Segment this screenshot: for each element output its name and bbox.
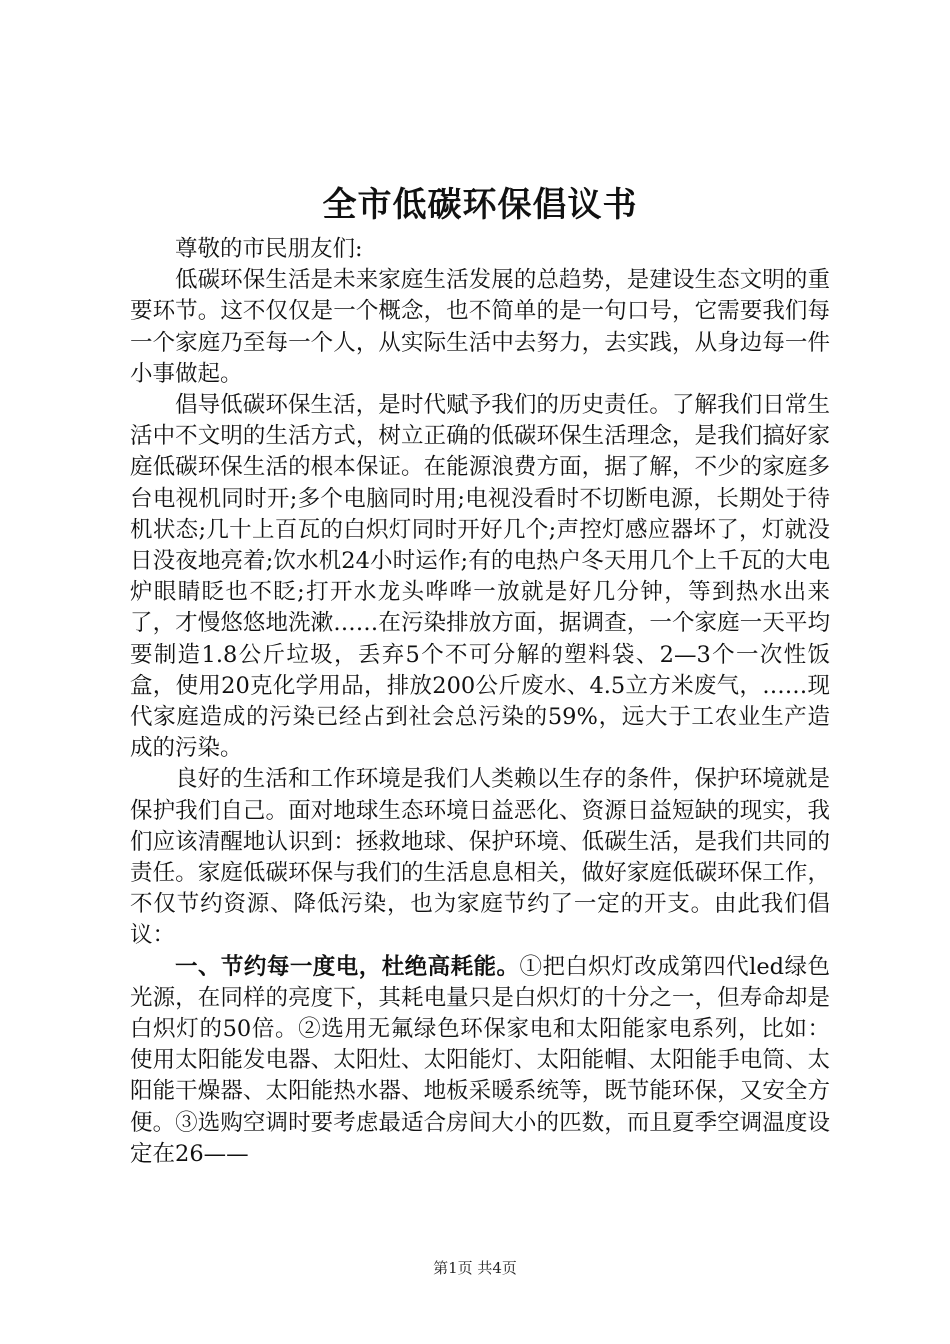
paragraph-intro: 低碳环保生活是未来家庭生活发展的总趋势，是建设生态文明的重要环节。这不仅仅是一个概念，也不简单的是一句口号，它需要我们每一个家庭乃至每一个人，从实际生活中去努力，去实践，从身边每一件小事做起。	[130, 267, 830, 387]
page-number-footer: 第1页 共4页	[433, 1259, 517, 1277]
proposal-item-1-heading: 一、节约每一度电，杜绝高耗能。	[175, 953, 520, 980]
document-page	[130, 180, 830, 1170]
proposal-item-1	[130, 952, 830, 1170]
document-title: 全市低碳环保倡议书	[322, 185, 638, 225]
paragraph-environment: 良好的生活和工作环境是我们人类赖以生存的条件，保护环境就是保护我们自己。面对地球生态环境日益恶化、资源日益短缺的现实，我们应该清醒地认识到：拯救地球、保护环境、低碳生活，是我们共同的责任。家庭低碳环保与我们的生活息息相关，做好家庭低碳环保工作，不仅节约资源、降低污染，也为家庭节约了一定的开支。由此我们倡议：	[130, 766, 830, 949]
salutation: 尊敬的市民朋友们:	[175, 236, 363, 262]
paragraph-responsibility: 倡导低碳环保生活，是时代赋予我们的历史责任。了解我们日常生活中不文明的生活方式，树立正确的低碳环保生活理念，是我们搞好家庭低碳环保生活的根本保证。在能源浪费方面，据了解，不少的家庭多台电视机同时开;多个电脑同时用;电视没看时不切断电源，长期处于待机状态;几十上百瓦的白炽灯同时开好几个;声控灯感应器坏了，灯就没日没夜地亮着;饮水机24小时运作;有的电热户冬天用几个上千瓦的大电炉眼睛眨也不眨;打开水龙头哗哗一放就是好几分钟，等到热水出来了，才慢悠悠地洗漱……在污染排放方面，据调查，一个家庭一天平均要制造1.8公斤垃圾，丢弃5个不可分解的塑料袋、2—3个一次性饭盒，使用20克化学用品，排放200公斤废水、4.5立方米废气，……现代家庭造成的污染已经占到社会总污染的59%，远大于工农业生产造成的污染。	[130, 392, 830, 762]
proposal-item-1-body: ①把白炽灯改成第四代led绿色光源，在同样的亮度下，其耗电量只是白炽灯的十分之一，但寿命却是白炽灯的50倍。②选用无氟绿色环保家电和太阳能家电系列，比如：使用太阳能发电器、太阳灶、太阳能灯、太阳能帽、太阳能手电筒、太阳能干燥器、太阳能热水器、地板采暖系统等，既节能环保，又安全方便。③选购空调时要考虑最适合房间大小的匹数，而且夏季空调温度设定在26——	[130, 953, 830, 1167]
